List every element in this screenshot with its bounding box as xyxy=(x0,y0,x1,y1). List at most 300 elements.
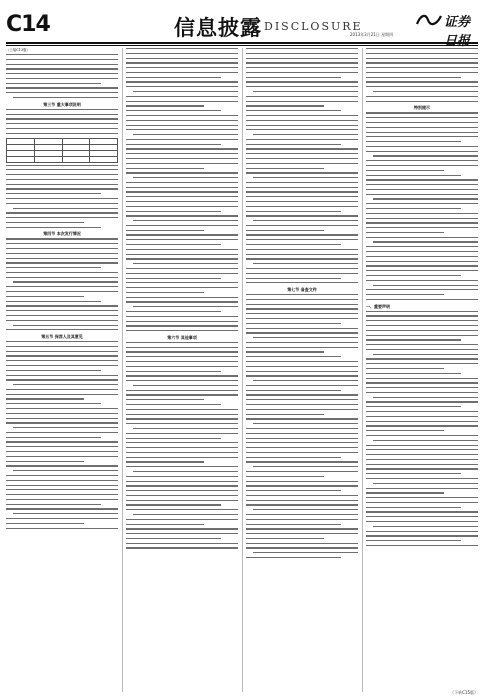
text-line xyxy=(366,58,478,59)
text-line xyxy=(366,141,461,142)
text-line xyxy=(133,306,238,307)
text-line xyxy=(6,68,118,69)
text-line xyxy=(246,115,358,116)
text-line xyxy=(246,347,358,348)
text-line xyxy=(246,163,358,164)
text-line xyxy=(6,523,84,524)
text-line xyxy=(6,174,118,175)
text-line xyxy=(246,191,358,192)
text-line xyxy=(6,169,118,170)
text-line xyxy=(126,547,238,548)
text-line xyxy=(246,81,358,82)
text-line xyxy=(126,172,238,173)
text-line xyxy=(366,232,444,233)
text-line xyxy=(246,385,358,386)
text-line xyxy=(246,282,358,283)
text-line xyxy=(246,438,358,439)
text-line xyxy=(126,215,238,216)
text-line xyxy=(126,495,238,496)
text-line xyxy=(126,409,238,410)
text-line xyxy=(246,294,358,295)
text-line xyxy=(6,114,118,115)
text-line xyxy=(246,524,341,525)
section-heading: 第四节 本次发行情况 xyxy=(43,231,81,237)
text-line xyxy=(6,227,101,228)
text-line xyxy=(6,258,118,259)
text-line xyxy=(253,466,358,467)
text-line xyxy=(366,270,478,271)
text-line xyxy=(366,280,478,281)
body-text-block xyxy=(6,341,118,529)
text-line xyxy=(246,519,358,520)
text-line xyxy=(126,96,238,97)
text-line xyxy=(366,227,478,228)
text-line xyxy=(126,481,238,482)
text-line xyxy=(246,471,358,472)
text-line xyxy=(6,212,118,213)
text-line xyxy=(246,428,358,429)
text-line xyxy=(366,86,478,87)
text-line xyxy=(126,509,238,510)
text-line xyxy=(126,110,221,111)
text-line xyxy=(246,313,358,314)
text-line xyxy=(126,125,238,126)
text-line xyxy=(126,201,238,202)
body-text-block xyxy=(6,54,118,98)
text-line xyxy=(6,418,118,419)
text-line xyxy=(6,305,118,306)
text-line xyxy=(126,442,238,443)
text-line xyxy=(6,123,118,124)
text-line xyxy=(6,480,118,481)
text-line xyxy=(6,193,101,194)
text-line xyxy=(126,394,238,395)
text-line xyxy=(366,382,478,383)
text-line xyxy=(126,538,221,539)
text-line xyxy=(6,355,118,356)
text-line xyxy=(246,328,358,329)
text-line xyxy=(126,120,238,121)
text-line xyxy=(6,403,101,404)
text-line xyxy=(366,392,478,393)
text-line xyxy=(6,329,118,330)
text-line xyxy=(246,342,358,343)
text-column xyxy=(242,48,358,692)
text-line xyxy=(126,258,238,259)
text-line xyxy=(126,105,204,106)
text-line xyxy=(366,160,478,161)
text-line xyxy=(366,358,478,359)
text-line xyxy=(126,77,221,78)
text-columns xyxy=(6,48,478,692)
text-line xyxy=(246,211,341,212)
text-line xyxy=(6,437,101,438)
text-line xyxy=(6,73,118,74)
text-line xyxy=(366,189,478,190)
text-line xyxy=(6,432,118,433)
text-line xyxy=(366,535,478,536)
text-line xyxy=(366,170,444,171)
text-line xyxy=(246,409,358,410)
text-line xyxy=(366,315,478,316)
text-line xyxy=(366,464,478,465)
text-line xyxy=(246,144,341,145)
text-line xyxy=(126,292,204,293)
text-line xyxy=(6,188,118,189)
text-line xyxy=(366,275,461,276)
text-line xyxy=(366,101,478,102)
text-line xyxy=(6,165,118,166)
text-line xyxy=(246,447,358,448)
text-line xyxy=(126,490,238,491)
text-line xyxy=(253,337,358,338)
table-row xyxy=(7,156,118,162)
text-line xyxy=(246,356,341,357)
text-line xyxy=(6,277,118,278)
text-line xyxy=(366,222,478,223)
text-line xyxy=(246,528,358,529)
text-line xyxy=(246,77,341,78)
text-line xyxy=(246,461,358,462)
text-line xyxy=(6,408,118,409)
text-line xyxy=(126,528,238,529)
text-line xyxy=(366,502,478,503)
text-line xyxy=(126,297,238,298)
text-line xyxy=(6,370,101,371)
text-line xyxy=(246,375,358,376)
text-line xyxy=(126,230,204,231)
text-line xyxy=(6,118,118,119)
text-line xyxy=(126,48,238,49)
text-line xyxy=(6,394,118,395)
text-line xyxy=(373,354,478,355)
text-line xyxy=(373,198,478,199)
text-line xyxy=(366,265,478,266)
text-line xyxy=(373,440,478,441)
section-heading: 第七节 备查文件 xyxy=(287,287,317,293)
text-line xyxy=(6,508,118,509)
table-cell xyxy=(34,156,62,162)
text-line xyxy=(126,158,238,159)
text-line xyxy=(366,311,478,312)
text-line xyxy=(6,475,118,476)
text-line xyxy=(366,208,461,209)
text-line xyxy=(6,360,118,361)
text-line xyxy=(126,342,238,343)
text-line xyxy=(6,365,118,366)
text-line xyxy=(6,504,101,505)
text-line xyxy=(246,404,358,405)
text-line xyxy=(6,109,118,110)
text-line xyxy=(366,387,478,388)
text-line xyxy=(246,495,358,496)
text-line xyxy=(246,254,358,255)
text-line xyxy=(126,380,238,381)
text-line xyxy=(246,105,324,106)
text-line xyxy=(366,445,478,446)
text-line xyxy=(366,165,478,166)
text-line xyxy=(126,81,238,82)
text-line xyxy=(253,134,358,135)
text-line xyxy=(6,499,118,500)
text-line xyxy=(246,196,358,197)
text-line xyxy=(366,507,461,508)
text-line xyxy=(6,92,118,93)
text-line xyxy=(366,320,478,321)
text-line xyxy=(246,361,358,362)
section-heading: 第五节 保荐人及其意见 xyxy=(41,334,83,340)
text-line xyxy=(133,471,238,472)
text-line xyxy=(366,194,478,195)
text-line xyxy=(246,457,341,458)
text-line xyxy=(126,366,238,367)
text-line xyxy=(126,148,238,149)
text-column xyxy=(122,48,238,692)
text-line xyxy=(126,287,238,288)
text-line xyxy=(6,133,118,134)
body-text-block xyxy=(366,48,478,102)
text-line xyxy=(246,543,358,544)
text-line xyxy=(366,325,478,326)
text-line xyxy=(6,296,84,297)
text-line xyxy=(126,311,221,312)
text-line xyxy=(6,272,118,273)
text-line xyxy=(366,203,478,204)
text-line xyxy=(6,262,118,263)
text-line xyxy=(246,201,358,202)
text-line xyxy=(246,490,341,491)
text-line xyxy=(246,72,358,73)
text-line xyxy=(126,418,238,419)
text-line xyxy=(366,48,478,49)
text-line xyxy=(246,394,358,395)
text-line xyxy=(246,234,358,235)
text-line xyxy=(246,433,358,434)
text-line xyxy=(366,213,478,214)
text-line xyxy=(133,134,238,135)
text-line xyxy=(366,373,461,374)
text-line xyxy=(366,122,478,123)
text-line xyxy=(366,545,478,546)
brand-logo-icon xyxy=(414,12,444,28)
table-cell xyxy=(7,156,35,162)
text-line xyxy=(246,318,358,319)
text-line xyxy=(246,206,358,207)
text-line xyxy=(6,222,84,223)
text-line xyxy=(246,371,358,372)
text-line xyxy=(366,112,478,113)
text-line xyxy=(6,310,118,311)
text-line xyxy=(133,91,238,92)
text-line xyxy=(366,449,478,450)
text-line xyxy=(13,281,118,282)
text-line xyxy=(126,129,238,130)
text-line xyxy=(126,72,238,73)
text-line xyxy=(366,136,478,137)
text-line xyxy=(373,285,478,286)
text-line xyxy=(246,418,358,419)
text-line xyxy=(126,375,238,376)
text-line xyxy=(366,406,461,407)
text-line xyxy=(366,256,478,257)
text-line xyxy=(6,461,84,462)
text-line xyxy=(6,346,118,347)
text-line xyxy=(246,129,358,130)
text-line xyxy=(13,325,118,326)
text-line xyxy=(126,168,204,169)
text-line xyxy=(126,476,238,477)
text-line xyxy=(246,182,358,183)
text-line xyxy=(126,67,238,68)
text-line xyxy=(366,299,478,300)
text-line xyxy=(366,416,478,417)
text-line xyxy=(6,518,118,519)
text-line xyxy=(366,473,461,474)
text-line xyxy=(253,380,358,381)
text-line xyxy=(126,361,238,362)
text-line xyxy=(126,457,238,458)
section-heading: 第三节 重大事项说明 xyxy=(43,101,81,107)
text-line xyxy=(246,215,358,216)
text-line xyxy=(126,404,221,405)
text-line xyxy=(6,446,118,447)
text-line xyxy=(246,485,358,486)
text-line xyxy=(6,267,101,268)
text-line xyxy=(126,504,221,505)
text-line xyxy=(366,96,478,97)
text-line xyxy=(246,514,358,515)
text-line xyxy=(246,239,358,240)
text-line xyxy=(6,489,118,490)
text-line xyxy=(246,225,358,226)
text-line xyxy=(246,125,358,126)
text-line xyxy=(246,187,358,188)
text-line xyxy=(366,401,478,402)
text-line xyxy=(366,411,478,412)
text-line xyxy=(126,533,238,534)
text-line xyxy=(366,117,478,118)
text-line xyxy=(6,320,118,321)
text-line xyxy=(366,179,478,180)
text-line xyxy=(253,509,358,510)
brand-name: 证券 xyxy=(444,15,471,30)
text-line xyxy=(246,158,358,159)
text-line xyxy=(366,175,461,176)
text-line xyxy=(366,218,478,219)
text-line xyxy=(126,543,238,544)
text-line xyxy=(246,278,341,279)
text-line xyxy=(126,321,238,322)
text-line xyxy=(366,53,478,54)
text-line xyxy=(126,316,238,317)
text-line xyxy=(246,538,324,539)
text-line xyxy=(126,86,238,87)
text-line xyxy=(246,96,358,97)
text-line xyxy=(6,179,118,180)
text-line xyxy=(126,466,238,467)
text-line xyxy=(366,430,444,431)
header-rule-thin xyxy=(6,45,478,46)
text-line xyxy=(126,163,238,164)
text-line xyxy=(6,248,118,249)
text-line xyxy=(126,234,238,235)
text-line xyxy=(126,101,238,102)
text-line xyxy=(246,481,358,482)
text-line xyxy=(126,225,238,226)
text-line xyxy=(246,67,358,68)
text-line xyxy=(6,59,118,60)
text-line xyxy=(6,243,118,244)
text-line xyxy=(366,368,444,369)
text-line xyxy=(246,442,358,443)
body-text-block xyxy=(246,294,358,558)
text-line xyxy=(126,53,238,54)
text-line xyxy=(246,62,358,63)
text-line xyxy=(13,208,118,209)
text-line xyxy=(6,203,118,204)
text-line xyxy=(6,291,118,292)
text-line xyxy=(366,363,478,364)
text-line xyxy=(373,91,478,92)
text-line xyxy=(13,427,118,428)
text-line xyxy=(133,177,238,178)
text-line xyxy=(366,127,478,128)
section-title: 信息披露 xyxy=(174,15,262,40)
text-line xyxy=(6,78,118,79)
text-line xyxy=(126,452,238,453)
text-line xyxy=(366,146,478,147)
text-line xyxy=(246,332,358,333)
text-line xyxy=(373,483,478,484)
text-line xyxy=(246,533,358,534)
text-line xyxy=(126,414,238,415)
text-line xyxy=(126,273,238,274)
text-line xyxy=(246,476,324,477)
text-line xyxy=(246,308,358,309)
text-line xyxy=(366,349,478,350)
text-line xyxy=(366,335,478,336)
text-line xyxy=(246,299,358,300)
text-line xyxy=(126,239,238,240)
text-line xyxy=(246,504,358,505)
text-line xyxy=(366,435,478,436)
text-line xyxy=(6,379,118,380)
text-line xyxy=(246,230,324,231)
text-line xyxy=(6,83,101,84)
page-number: C14 xyxy=(6,12,50,37)
continued-note: （下转C15版） xyxy=(450,690,478,695)
text-line xyxy=(126,196,238,197)
text-line xyxy=(133,263,238,264)
text-line xyxy=(6,184,118,185)
text-line xyxy=(246,399,358,400)
text-line xyxy=(126,144,221,145)
text-line xyxy=(246,547,358,548)
issue-meta: 2013年3月21日 星期四 xyxy=(350,32,394,37)
paragraph: （上接C13版） xyxy=(6,48,30,52)
text-line xyxy=(246,258,358,259)
text-line xyxy=(246,244,341,245)
text-line xyxy=(126,371,221,372)
text-line xyxy=(6,64,118,65)
text-line xyxy=(366,77,461,78)
masthead xyxy=(6,10,478,40)
text-line xyxy=(13,470,118,471)
text-line xyxy=(246,366,358,367)
text-line xyxy=(366,294,444,295)
text-column xyxy=(362,48,478,692)
text-line xyxy=(366,468,478,469)
